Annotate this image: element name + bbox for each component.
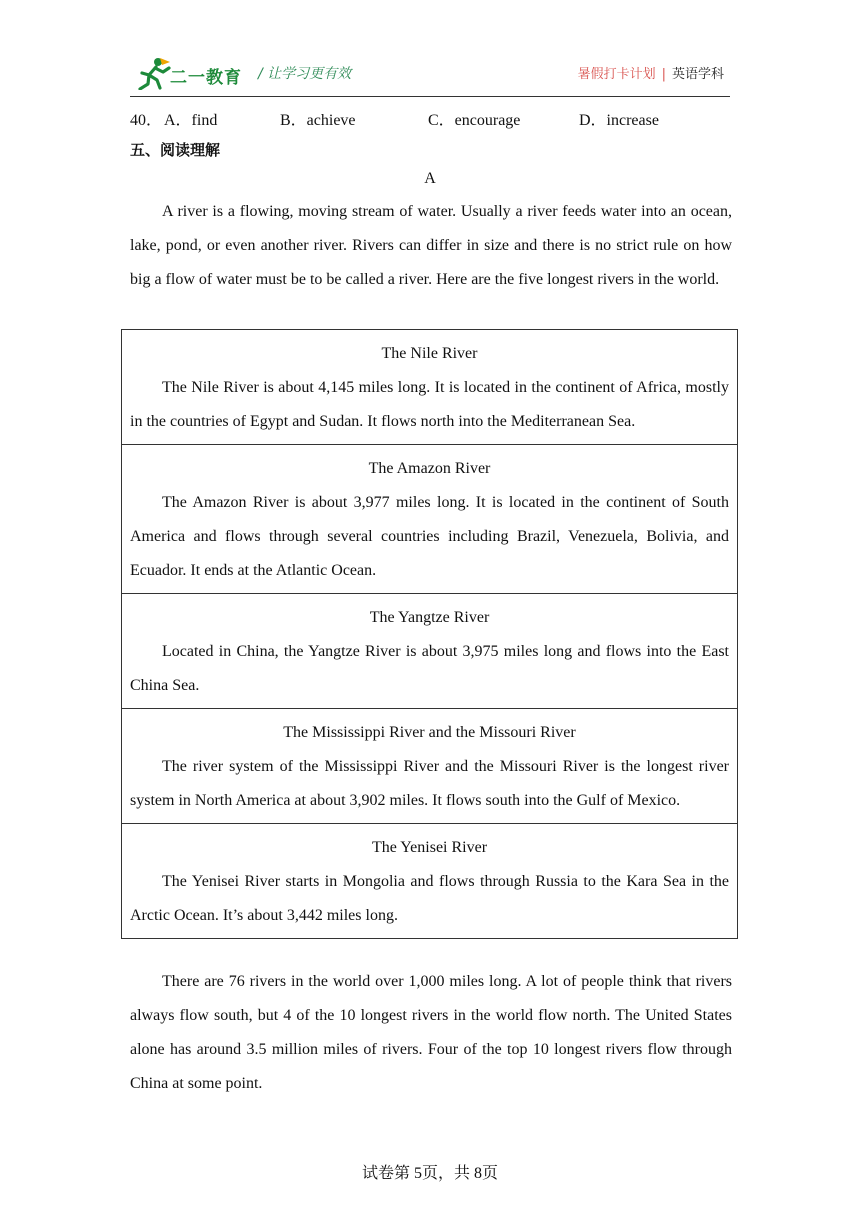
slogan: / 让学习更有效 bbox=[258, 66, 352, 82]
question-number: 40． bbox=[130, 112, 163, 129]
closing-paragraph bbox=[130, 965, 732, 1101]
section-title: 五、阅读理解 bbox=[130, 141, 221, 159]
river-text: The Amazon River is about 3,977 miles long. It is located in the continent of South America and flows through several countries including Brazil, Venezuela, Bolivia, and Ecuador. It ends at the Atlantic Ocean. bbox=[130, 494, 729, 579]
passage-label: A bbox=[424, 170, 436, 187]
plan-label: 暑假打卡计划 bbox=[577, 67, 656, 82]
runner-logo-icon bbox=[136, 56, 172, 90]
header-separator: | bbox=[661, 67, 666, 82]
river-text: The Yenisei River starts in Mongolia and flows through Russia to the Kara Sea in the Arctic Ocean. It’s about 3,442 miles long. bbox=[130, 873, 729, 924]
option-a: A．find bbox=[164, 112, 218, 129]
river-title: The Nile River bbox=[381, 345, 478, 362]
logo bbox=[136, 56, 254, 90]
closing-text: There are 76 rivers in the world over 1,000 miles long. A lot of people think that rivers always flow south, but 4 of the 10 longest rivers in the world flow north. The United States alone has around 3.5 million miles of rivers. Four of the top 10 longest rivers flow through China at some point. bbox=[130, 973, 732, 1092]
rivers-table bbox=[121, 329, 738, 939]
river-text: The river system of the Mississippi River and the Missouri River is the longest river system in North America at about 3,902 miles. It flows south into the Gulf of Mexico. bbox=[130, 758, 729, 809]
river-text: Located in China, the Yangtze River is about 3,975 miles long and flows into the East China Sea. bbox=[130, 643, 729, 694]
river-cell bbox=[122, 330, 737, 445]
river-title: The Mississippi River and the Missouri River bbox=[283, 724, 576, 741]
river-cell bbox=[122, 709, 737, 824]
header-right bbox=[578, 63, 724, 82]
river-cell bbox=[122, 824, 737, 938]
page-header bbox=[130, 54, 730, 97]
logo-text: 二一教育 bbox=[170, 68, 242, 88]
intro-paragraph bbox=[130, 195, 732, 297]
option-c: C．encourage bbox=[428, 112, 521, 129]
river-cell bbox=[122, 594, 737, 709]
river-title: The Yenisei River bbox=[371, 839, 488, 856]
option-b: B．achieve bbox=[280, 112, 356, 129]
intro-text: A river is a flowing, moving stream of water. Usually a river feeds water into an ocean, lake, pond, or even another river. Rivers can differ in size and there is no strict rule on how big a flow of water must be to be called a river. Here are the five longest rivers in the world. bbox=[130, 203, 732, 288]
river-title: The Yangtze River bbox=[369, 609, 490, 626]
page-footer: 试卷第 5页，共 8页 bbox=[361, 1165, 498, 1182]
river-text: The Nile River is about 4,145 miles long. It is located in the continent of Africa, mostly in the countries of Egypt and Sudan. It flows north into the Mediterranean Sea. bbox=[130, 379, 729, 430]
option-d: D．increase bbox=[579, 112, 659, 129]
river-cell bbox=[122, 445, 737, 594]
subject-label: 英语学科 bbox=[671, 67, 724, 82]
river-title: The Amazon River bbox=[368, 460, 491, 477]
